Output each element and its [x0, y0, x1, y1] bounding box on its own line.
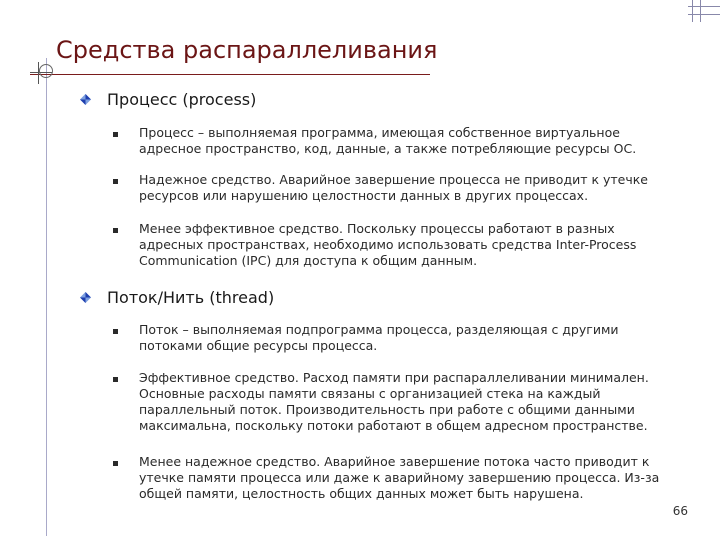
list-item-text: Менее эффективное средство. Поскольку процессы работают в разных адресных пространствах, необходимо использовать средства Inter-Process Communication (IPC) для доступа к общим данным. — [139, 221, 637, 268]
square-bullet-icon — [113, 461, 118, 466]
corner-grid-decoration — [688, 0, 720, 22]
list-item-text: Эффективное средство. Расход памяти при распараллеливании минимален. Основные расходы памяти связаны с организацией стека на каждый параллельный поток. Производительность при работе с общими данными максимальна, поскольку потоки работают в общем адресном пространстве. — [139, 370, 649, 433]
frame-vertical-line — [46, 58, 47, 536]
square-bullet-icon — [113, 179, 118, 184]
crosshair-circle-icon — [39, 64, 53, 78]
square-bullet-icon — [113, 132, 118, 137]
section-heading: Поток/Нить (thread) — [107, 288, 275, 307]
section-heading: Процесс (process) — [107, 90, 257, 109]
diamond-bullet-icon — [80, 292, 91, 303]
slide-title: Средства распараллеливания — [56, 36, 438, 64]
list-item — [113, 322, 673, 354]
square-bullet-icon — [113, 228, 118, 233]
list-item — [113, 454, 673, 502]
list-item — [113, 370, 673, 434]
title-underline — [30, 74, 430, 75]
section-thread — [80, 288, 274, 307]
square-bullet-icon — [113, 329, 118, 334]
list-item-text: Менее надежное средство. Аварийное завершение потока часто приводит к утечке памяти процесса или даже к аварийному завершению процесса. Из-за общей памяти, целостность общих данных может быть нарушена. — [139, 454, 660, 501]
list-item — [113, 172, 673, 204]
list-item-text: Процесс – выполняемая программа, имеющая собственное виртуальное адресное пространство, код, данные, а также потребляющие ресурсы ОС. — [139, 125, 637, 156]
diamond-bullet-icon — [80, 94, 91, 105]
list-item — [113, 221, 673, 269]
list-item-text: Поток – выполняемая подпрограмма процесса, разделяющая с другими потоками общие ресурсы процесса. — [139, 322, 619, 353]
page-number: 66 — [672, 504, 688, 518]
section-process — [80, 90, 256, 109]
list-item — [113, 125, 673, 157]
square-bullet-icon — [113, 377, 118, 382]
list-item-text: Надежное средство. Аварийное завершение процесса не приводит к утечке ресурсов или нарушению целостности данных в других процессах. — [139, 172, 648, 203]
